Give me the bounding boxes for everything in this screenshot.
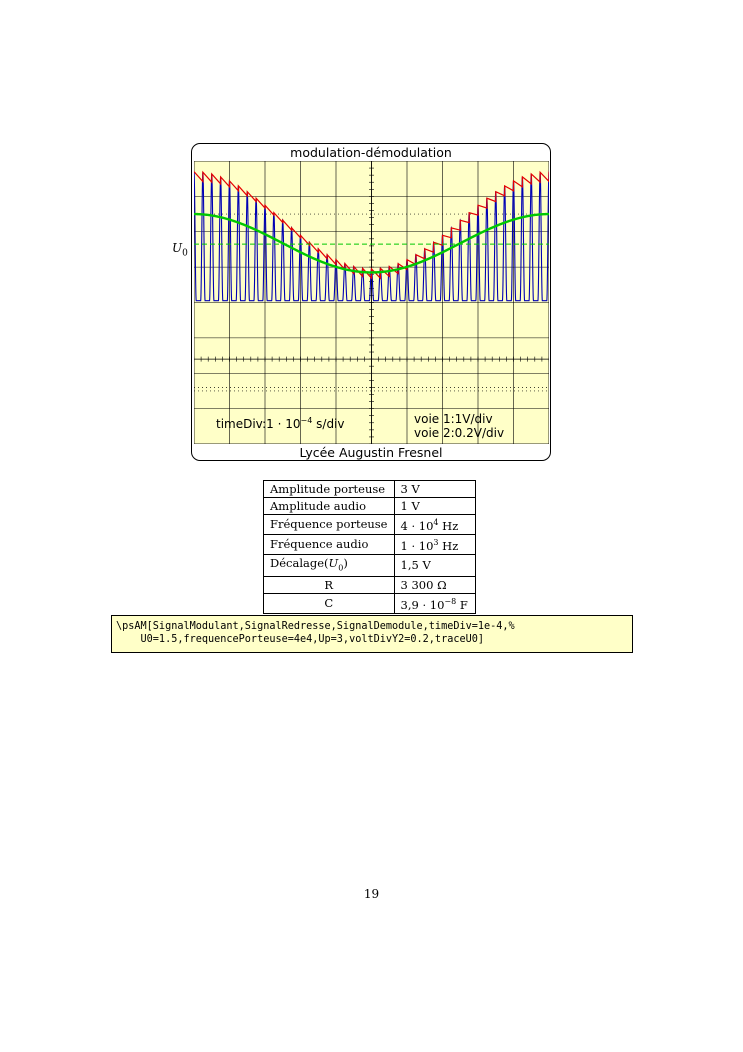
table-row <box>264 554 476 576</box>
parameter-value: 1,5 V <box>394 554 475 576</box>
u0-axis-label: $U_0$ <box>172 241 188 259</box>
parameter-value: 1 V <box>394 498 475 515</box>
parameter-label: C <box>264 593 395 613</box>
channel-1-sensitivity: voie 1:1V/div <box>414 412 493 426</box>
channel-2-sensitivity: voie 2:0.2V/div <box>414 426 505 440</box>
table-row <box>264 576 476 593</box>
oscilloscope-screen <box>194 161 549 444</box>
table-row <box>264 593 476 613</box>
parameter-label: R <box>264 576 395 593</box>
table-row <box>264 498 476 515</box>
code-line: \psAM[SignalModulant,SignalRedresse,SignalDemodule,timeDiv=1e-4,% <box>116 621 515 632</box>
channel-sensitivity-label <box>414 412 504 440</box>
code-line: U0=1.5,frequencePorteuse=4e4,Up=3,voltDivY2=0.2,traceU0] <box>116 634 485 645</box>
parameter-label: Amplitude audio <box>264 498 395 515</box>
parameter-label: Fréquence porteuse <box>264 515 395 535</box>
parameter-label: $Décalage(U_0)$ <box>264 554 395 576</box>
oscilloscope-title: modulation-démodulation <box>290 145 452 160</box>
parameters-table <box>263 480 476 614</box>
page-number: 19 <box>363 887 380 901</box>
parameter-value: $4 \cdot 10^4$ Hz <box>394 515 475 535</box>
parameter-value: 3 300 Ω <box>394 576 475 593</box>
code-listing <box>111 615 633 653</box>
parameter-label: Amplitude porteuse <box>264 481 395 498</box>
table-row <box>264 515 476 535</box>
table-row <box>264 481 476 498</box>
parameter-label: Fréquence audio <box>264 534 395 554</box>
oscilloscope-footer: Lycée Augustin Fresnel <box>299 445 443 460</box>
parameter-value: 3 V <box>394 481 475 498</box>
parameter-value: $1 \cdot 10^3$ Hz <box>394 534 475 554</box>
time-division-label: timeDiv:1 · $10^{-4}$ s/div <box>216 416 345 431</box>
parameter-value: $3,9 \cdot 10^{-8}$ F <box>394 593 475 613</box>
table-row <box>264 534 476 554</box>
